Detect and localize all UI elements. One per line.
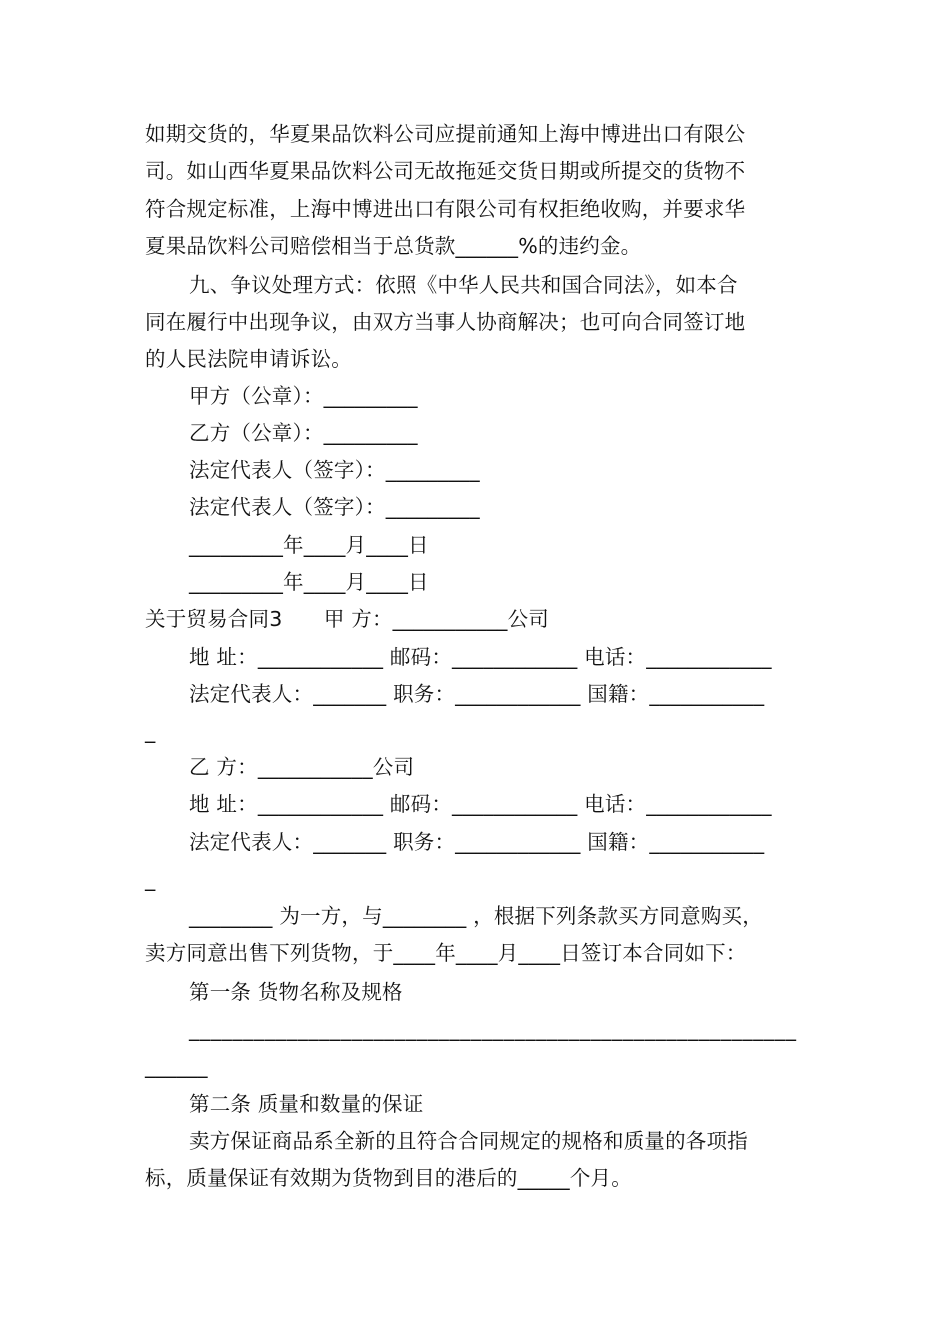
date-line: _________年____月____日 (189, 570, 429, 594)
date-line: _________年____月____日 (189, 533, 429, 557)
contract-3-title-line: 关于贸易合同3 甲 方：___________公司 (145, 607, 550, 631)
party-b-address-line: 地 址：____________ 邮码：____________ 电话：____________ (189, 792, 772, 816)
text-line: 标，质量保证有效期为货物到目的港后的_____个月。 (145, 1166, 632, 1190)
goods-blank-line: ______ (145, 1054, 208, 1078)
article-2-heading: 第二条 质量和数量的保证 (189, 1092, 424, 1116)
party-a-seal-line: 甲方（公章）：_________ (189, 384, 418, 408)
text-line: 如期交货的，华夏果品饮料公司应提前通知上海中博进出口有限公 (145, 122, 746, 146)
text-line: 卖方同意出售下列货物，于____年____月____日签订本合同如下： (145, 941, 747, 965)
text-line: 同在履行中出现争议，由双方当事人协商解决；也可向合同签订地 (145, 310, 746, 334)
party-b-rep-line: 法定代表人：_______ 职务：____________ 国籍：___________ (189, 830, 765, 854)
legal-rep-signature-line: 法定代表人（签字）：_________ (189, 458, 480, 482)
party-b-line: 乙 方：___________公司 (189, 755, 415, 779)
text-line: _ (145, 719, 156, 743)
article-1-heading: 第一条 货物名称及规格 (189, 980, 403, 1004)
text-line: 夏果品饮料公司赔偿相当于总货款______%的违约金。 (145, 234, 642, 258)
text-line: 的人民法院申请诉讼。 (145, 347, 352, 371)
text-line: 符合规定标准，上海中博进出口有限公司有权拒绝收购，并要求华 (145, 197, 746, 221)
party-a-address-line: 地 址：____________ 邮码：____________ 电话：____________ (189, 645, 772, 669)
text-line: 司。如山西华夏果品饮料公司无故拖延交货日期或所提交的货物不 (145, 159, 746, 183)
goods-blank-line: ________________________________________________________ (189, 1017, 797, 1041)
text-line: 卖方保证商品系全新的且符合合同规定的规格和质量的各项指 (189, 1129, 748, 1153)
text-line: ________ 为一方，与________ ，根据下列条款买方同意购买， (189, 904, 763, 928)
text-line: _ (145, 867, 156, 891)
legal-rep-signature-line: 法定代表人（签字）：_________ (189, 495, 480, 519)
party-a-rep-line: 法定代表人：_______ 职务：____________ 国籍：___________ (189, 682, 765, 706)
party-b-seal-line: 乙方（公章）：_________ (189, 421, 418, 445)
section-heading-dispute: 九、争议处理方式：依照《中华人民共和国合同法》，如本合 (189, 273, 738, 297)
